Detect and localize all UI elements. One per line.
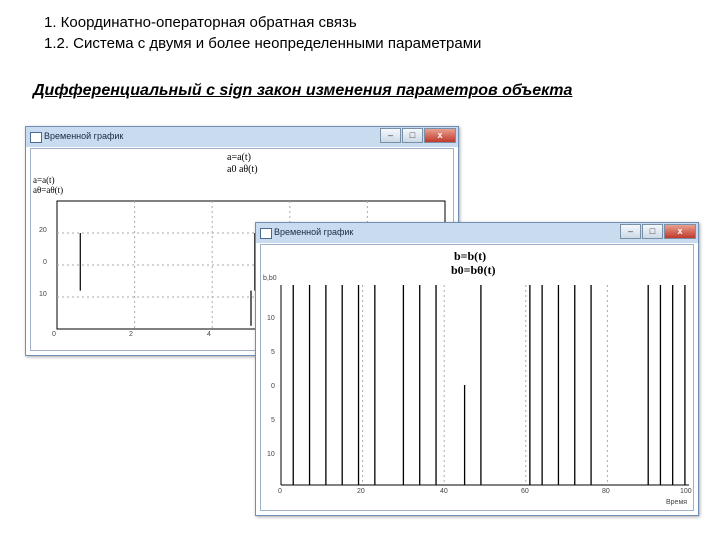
series-a-label: a=a(t) — [33, 175, 55, 185]
y-tick: 10 — [267, 315, 275, 322]
close-button[interactable]: x — [664, 224, 696, 239]
window-a-titlebar[interactable] — [26, 127, 458, 147]
x-tick: 4 — [207, 331, 211, 338]
window-a-title: Временной график — [44, 131, 124, 141]
y-tick: 5 — [271, 417, 275, 424]
close-button[interactable]: x — [424, 128, 456, 143]
minimize-button[interactable]: – — [380, 128, 401, 143]
x-tick: 40 — [440, 488, 448, 495]
maximize-button[interactable]: □ — [642, 224, 663, 239]
x-tick: 60 — [521, 488, 529, 495]
window-b-plot-area — [260, 244, 694, 511]
slide-heading — [44, 12, 481, 54]
x-tick: 20 — [357, 488, 365, 495]
series-a0-label: aθ=aθ(t) — [33, 185, 64, 195]
slide-heading-line1: 1. Координатно-операторная обратная связь — [44, 14, 357, 31]
x-tick: 0 — [52, 331, 56, 338]
chart-window-icon — [260, 228, 272, 239]
x-tick: 2 — [129, 331, 133, 338]
y-tick: 10 — [267, 451, 275, 458]
x-tick: 0 — [278, 488, 282, 495]
x-tick: 100 — [680, 488, 692, 495]
legend-b-line1: b=b(t) — [454, 249, 487, 263]
chart-window-icon — [30, 132, 42, 143]
y-tick: 5 — [271, 349, 275, 356]
maximize-button[interactable]: □ — [402, 128, 423, 143]
minimize-button[interactable]: – — [620, 224, 641, 239]
slide-heading-line2: 1.2. Система с двумя и более неопределенными параметрами — [44, 35, 482, 52]
x-axis-label: Время — [666, 499, 688, 506]
window-b-title: Временной график — [274, 227, 354, 237]
chart-b-svg — [261, 245, 695, 512]
legend-b-line2: b0=bθ(t) — [451, 263, 496, 277]
window-b-titlebar[interactable] — [256, 223, 698, 243]
y-tick: 20 — [39, 227, 47, 234]
legend-a-line1: a=a(t) — [227, 152, 251, 163]
graph-window-b[interactable] — [255, 222, 699, 516]
y-tick: 0 — [271, 383, 275, 390]
y-tick: 0 — [43, 259, 47, 266]
legend-a-line2: a0 aθ(t) — [227, 164, 258, 175]
slide-subtitle: Дифференциальный с sign закон изменения параметров объекта — [33, 82, 573, 99]
x-tick: 80 — [602, 488, 610, 495]
y-tick: 10 — [39, 291, 47, 298]
y-axis-label: b,b0 — [263, 275, 277, 282]
